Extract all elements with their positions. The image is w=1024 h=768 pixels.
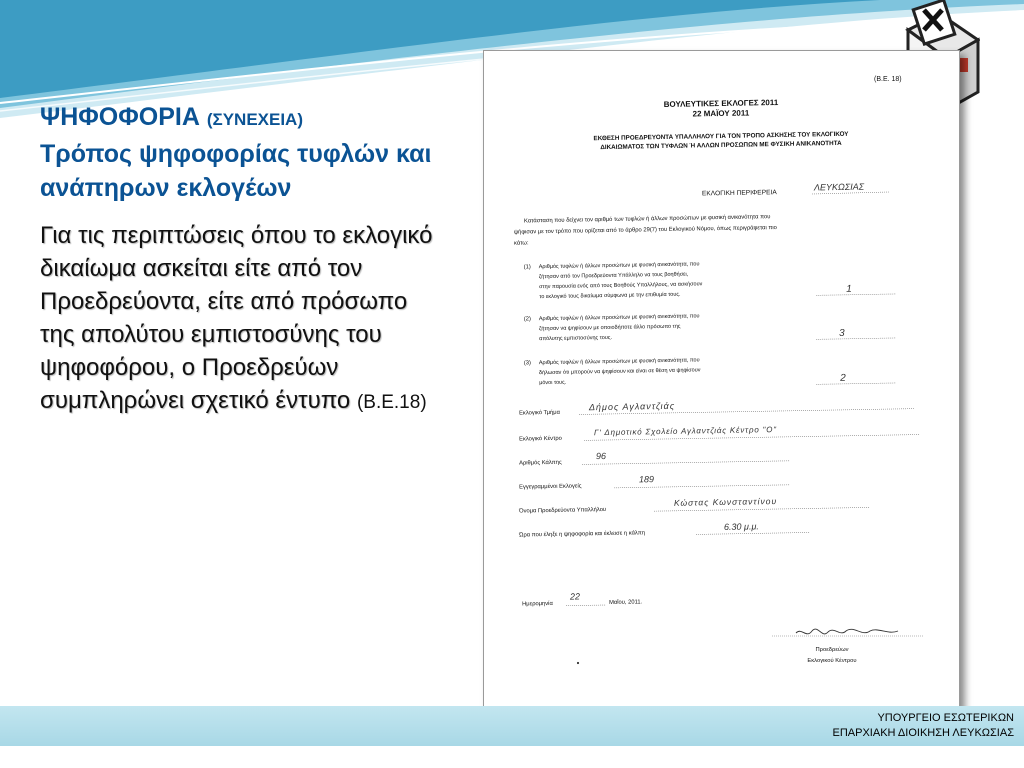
registered-label: Εγγεγραμμένοι Εκλογείς	[519, 483, 582, 491]
sign-role-1: Προεδρεύων	[815, 647, 849, 653]
footer	[833, 711, 1014, 741]
slide-text	[40, 100, 440, 419]
item-1-line-4: το εκλογικό τους δικαίωμα σύμφωνα με την επιθυμία τους.	[539, 291, 681, 301]
booth-value: 96	[595, 451, 607, 462]
title-main: ΨΗΦΟΦΟΡΙΑ	[40, 103, 200, 131]
officer-label: Όνομα Προεδρεύοντα Υπαλλήλου	[519, 507, 607, 515]
section-label: Εκλογικό Τμήμα	[518, 409, 561, 417]
footer-district: ΕΠΑΡΧΙΑΚΗ ΔΙΟΙΚΗΣΗ ΛΕΥΚΩΣΙΑΣ	[832, 727, 1014, 739]
registered-value: 189	[638, 474, 655, 485]
item-1-number: (1)	[523, 264, 531, 271]
date-field	[522, 590, 643, 607]
center-value: Γ' Δημοτικό Σχολείο Αγλαντζιάς Κέντρο "Ο"	[593, 425, 777, 438]
item-3	[524, 353, 896, 389]
item-2-line-2: ζήτησαν να ψηφίσουν με οποιοδήποτε άλλο πρόσωπο της	[538, 323, 681, 333]
district-value: ΛΕΥΚΩΣΙΑΣ	[813, 181, 865, 193]
item-3-number: (3)	[523, 360, 531, 367]
form-report-1: ΕΚΘΕΣΗ ΠΡΟΕΔΡΕΥΟΝΤΑ ΥΠΑΛΛΗΛΟΥ ΓΙΑ ΤΟΝ ΤΡΟΠΟ ΑΣΚΗΣΗΣ ΤΟΥ ΕΚΛΟΓΙΚΟΥ	[593, 130, 849, 143]
title-paren: (ΣΥΝΕΧΕΙΑ)	[206, 110, 303, 129]
item-3-line-2: δήλωσαν ότι μπορούν να ψηφίσουν και είναι σε θέση να ψηφίσουν	[538, 367, 701, 377]
item-1-line-3: στην παρουσία ενός από τους Βοηθούς Υπαλλήλους, να ασκήσουν	[539, 281, 703, 291]
time-value: 6.30 μ.μ.	[723, 521, 759, 532]
date-label: Ημερομηνία	[522, 600, 553, 608]
date-value: 22	[569, 591, 581, 602]
item-2-value: 3	[838, 327, 845, 339]
item-3-line-1: Αριθμός τυφλών ή άλλων προσώπων με φυσική ανικανότητα, που	[538, 357, 700, 367]
date-suffix: Μαΐου, 2011.	[608, 599, 643, 606]
intro-line-1: Κατάσταση που δείχνει τον αριθμό των τυφλών ή άλλων προσώπων με φυσική ανικανότητα που	[523, 214, 771, 225]
sign-role-2: Εκλογικού Κέντρου	[807, 658, 857, 664]
signature-scribble	[796, 629, 898, 634]
body-text: Για τις περιπτώσεις όπου το εκλογικό δικαίωμα ασκείται είτε από τον Προεδρεύοντα, είτε από πρόσωπο της απολύτου εμπιστοσύνης του ψηφοφόρου, ο Προεδρεύων συμπληρώνει σχετικό έντυπο	[40, 222, 433, 414]
officer-value: Κώστας Κωνσταντίνου	[673, 496, 778, 508]
district-label: ΕΚΛΟΓΙΚΗ ΠΕΡΙΦΕΡΕΙΑ	[701, 189, 777, 198]
form-header-2: 22 ΜΑΪΟΥ 2011	[692, 108, 750, 119]
section-field	[519, 397, 914, 417]
center-label: Εκλογικό Κέντρο	[519, 435, 562, 443]
form-document	[483, 50, 960, 708]
time-label: Ώρα που έληξε η ψηφοφορία και έκλεισε η κάλπη	[519, 530, 646, 539]
item-2-line-3: απόλυτης εμπιστοσύνης τους.	[539, 334, 613, 343]
item-1-value: 1	[846, 283, 852, 295]
item-2-line-1: Αριθμός τυφλών ή άλλων προσώπων με φυσική ανικανότητα, που	[538, 313, 700, 323]
center-field	[519, 423, 919, 443]
registered-field	[519, 472, 789, 491]
title-rest: Τρόπος ψηφοφορίας τυφλών και ανάπηρων εκλογέων	[40, 140, 432, 202]
form-code: (Β.Ε. 18)	[874, 76, 902, 83]
form-header-1: ΒΟΥΛΕΥΤΙΚΕΣ ΕΚΛΟΓΕΣ 2011	[663, 98, 779, 109]
item-1-line-2: ζήτησαν από τον Προεδρεύοντα Υπάλληλο να τους βοηθήσει,	[538, 271, 689, 281]
intro-line-2: ψήφισαν με τον τρόπο που ορίζεται από το άρθρο 29(7) του Εκλογικού Νόμου, όπως περιγράφεται πιο	[513, 225, 777, 236]
item-2-number: (2)	[523, 316, 531, 323]
slide-body	[40, 219, 440, 419]
item-3-value: 2	[840, 372, 846, 384]
officer-field	[518, 494, 869, 514]
footer-ministry: ΥΠΟΥΡΓΕΙΟ ΕΣΩΤΕΡΙΚΩΝ	[877, 712, 1014, 724]
intro-line-3: κάτω:	[513, 240, 529, 247]
booth-field	[519, 448, 789, 467]
item-3-line-3: μόνοι τους.	[539, 379, 567, 387]
form-report-2: ΔΙΚΑΙΩΜΑΤΟΣ ΤΩΝ ΤΥΦΛΩΝ Ή ΑΛΛΩΝ ΠΡΟΣΩΠΩΝ ΜΕ ΦΥΣΙΚΗ ΑΝΙΚΑΝΟΤΗΤΑ	[600, 139, 842, 152]
slide-title	[40, 100, 440, 205]
section-value: Δήμος Αγλαντζιάς	[588, 400, 676, 413]
item-1-line-1: Αριθμός τυφλών ή άλλων προσώπων με φυσική ανικανότητα, που	[538, 261, 700, 271]
booth-label: Αριθμός Κάλπης	[519, 459, 562, 467]
body-ref: (Β.Ε.18)	[356, 392, 427, 413]
signature-block	[772, 629, 924, 664]
item-1	[524, 257, 897, 300]
time-field	[518, 520, 809, 538]
item-2	[524, 309, 896, 344]
